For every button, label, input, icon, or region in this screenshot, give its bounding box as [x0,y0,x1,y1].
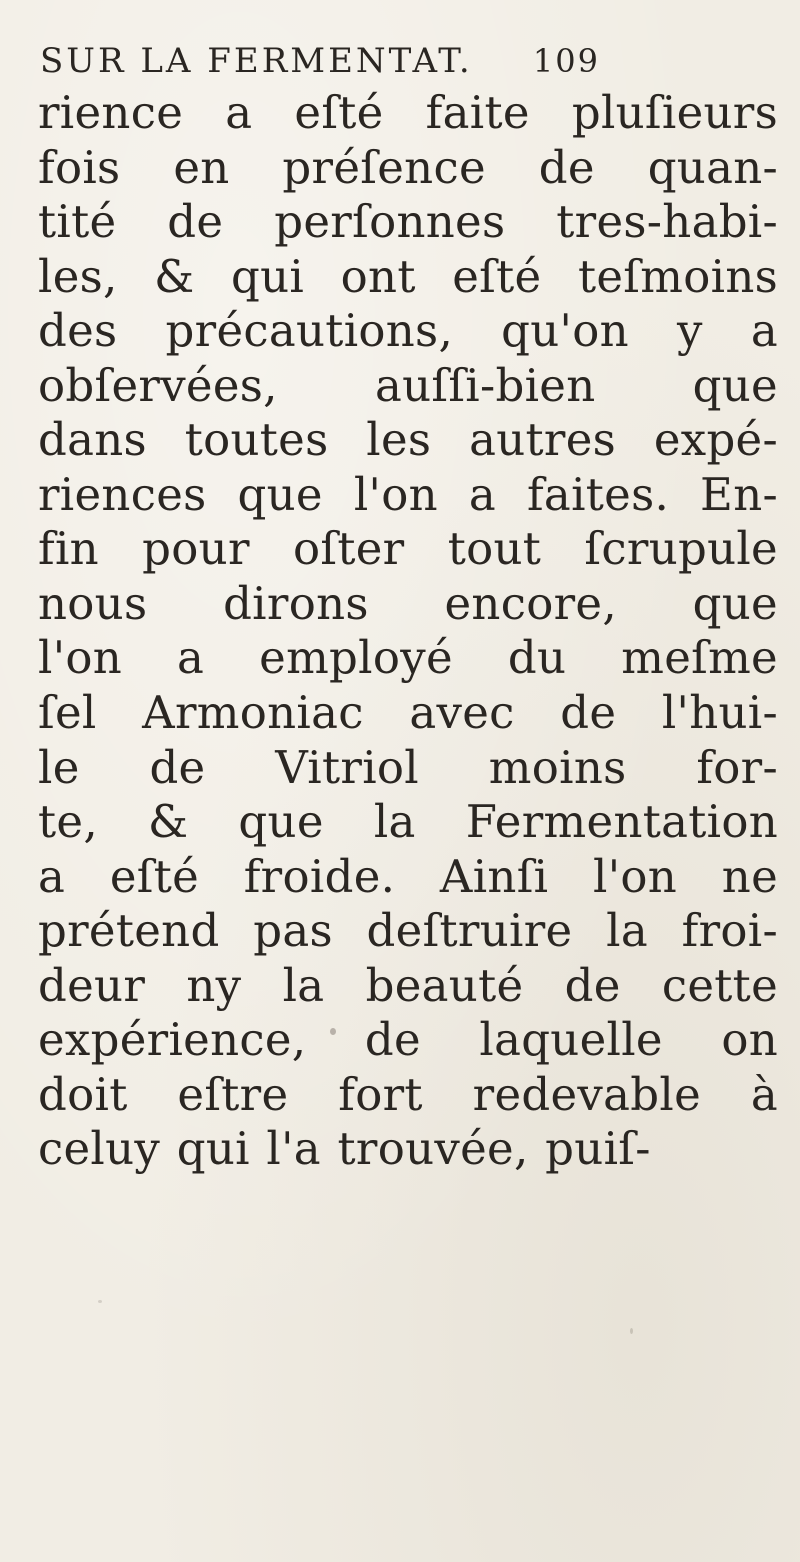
text-line: dans toutes les autres expé- [38,413,778,467]
running-title: SUR LA FERMENTAT. [40,41,473,81]
text-line: des précautions, qu'on y a [38,304,778,358]
text-line: a eſté froide. Ainſi l'on ne [38,849,778,903]
body-text [38,86,778,1177]
text-line: les, & qui ont eſté teſmoins [38,249,778,303]
text-line: prétend pas deſtruire la froi- [38,904,778,958]
paper-speck [98,1300,102,1303]
text-line: deur ny la beauté de cette [38,958,778,1012]
text-line: nous dirons encore, que [38,576,778,630]
text-line: celuy qui l'a trouvée, puiſ- [38,1122,651,1176]
text-line: obſervées, auſſi-bien que [38,358,778,412]
running-head [40,36,600,86]
text-line: riences que l'on a faites. En- [38,467,778,521]
page-number: 109 [532,42,600,80]
text-line: l'on a employé du meſme [38,631,778,685]
text-line: ſel Armoniac avec de l'hui- [38,686,778,740]
text-line: fin pour oſter tout ſcrupule [38,522,778,576]
text-line: rience a eſté faite pluſieurs [38,86,778,139]
text-line: te, & que la Fermentation [38,795,778,849]
text-line: tité de perſonnes tres-habi- [38,195,778,249]
text-line: expérience, de laquelle on [38,1013,778,1067]
text-line: le de Vitriol moins for- [38,740,778,794]
paper-speck [330,1028,336,1035]
paper-speck [630,1328,633,1334]
text-line: fois en préſence de quan- [38,140,778,194]
text-line: doit eſtre fort redevable à [38,1067,778,1121]
